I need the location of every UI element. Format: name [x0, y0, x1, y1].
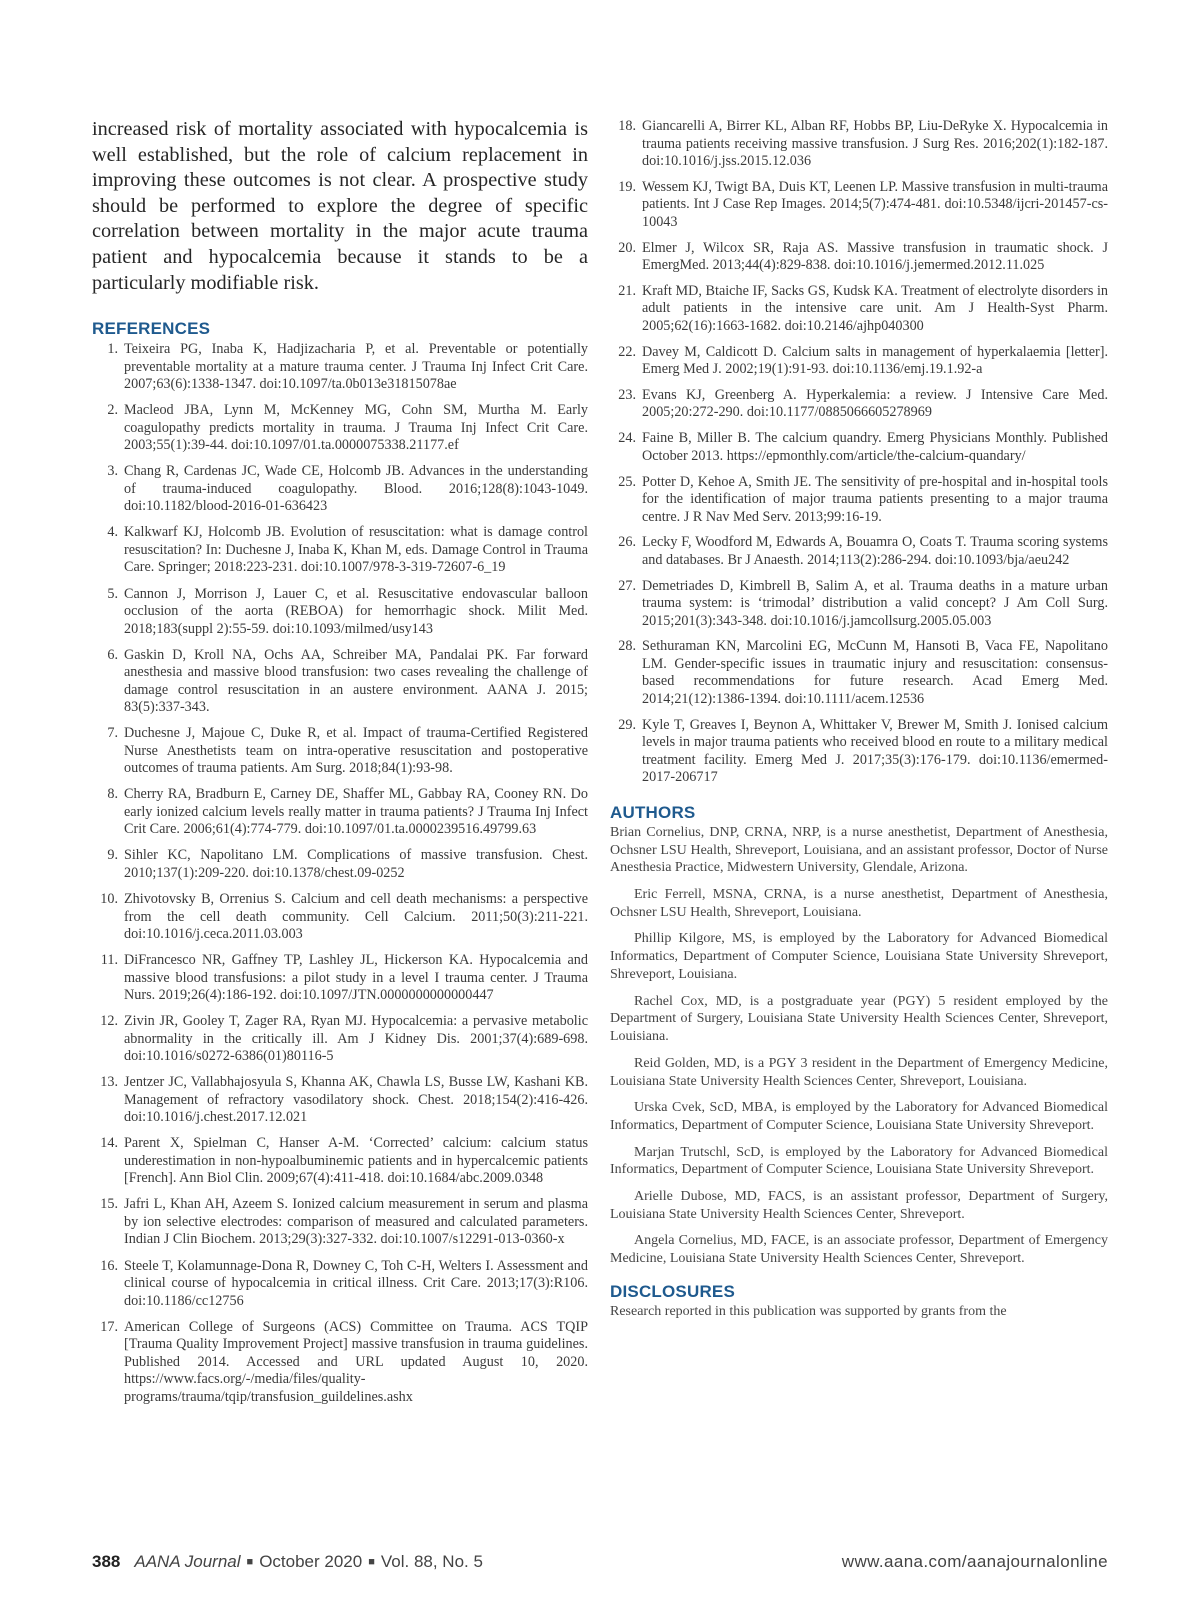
reference-number: 26.: [618, 534, 636, 551]
reference-number: 3.: [107, 463, 118, 480]
reference-item: [92, 1319, 588, 1407]
reference-text: Faine B, Miller B. The calcium quandry. Emerg Physicians Monthly. Published October 2013. https://epmonthly.com/article/the-calcium-quandary/: [642, 430, 1108, 464]
reference-text: Kyle T, Greaves I, Beynon A, Whittaker V, Brewer M, Smith J. Ionised calcium levels in major trauma patients who received blood en route to a military medical treatment facility. Emerg Med J. 2017;35(3):176-179. doi:10.1136/emermed-2017-206717: [642, 716, 1108, 786]
reference-number: 1.: [107, 341, 118, 358]
reference-text: Potter D, Kehoe A, Smith JE. The sensitivity of pre-hospital and in-hospital tools for the identification of major trauma patients presenting to a major trauma centre. J R Nav Med Serv. 2013;99:16-19.: [642, 473, 1108, 525]
volume-issue: Vol. 88, No. 5: [380, 1552, 483, 1571]
reference-number: 20.: [618, 239, 636, 256]
reference-item: [92, 891, 588, 944]
references-list-right: [610, 118, 1108, 787]
reference-text: Cannon J, Morrison J, Lauer C, et al. Resuscitative endovascular balloon occlusion of the aorta (REBOA) for hemorrhagic shock. Milit Med. 2018;183(suppl 2):55-59. doi:10.1093/milmed/usy143: [124, 585, 588, 637]
reference-text: Evans KJ, Greenberg A. Hyperkalemia: a review. J Intensive Care Med. 2005;20:272-290. doi:10.1177/0885066605278969: [642, 386, 1108, 421]
reference-number: 14.: [100, 1135, 118, 1152]
reference-number: 10.: [100, 891, 118, 907]
reference-item: [92, 847, 588, 882]
reference-number: 7.: [107, 725, 118, 742]
reference-text: Steele T, Kolamunnage-Dona R, Downey C, Toh C-H, Welters I. Assessment and clinical course of hypocalcemia in critical illness. Crit Care. 2013;17(3):R106. doi:10.1186/cc12756: [124, 1257, 588, 1309]
reference-number: 24.: [618, 430, 636, 447]
journal-url[interactable]: www.aana.com/aanajournalonline: [841, 1552, 1108, 1571]
right-column: [610, 118, 1108, 1321]
reference-item: [610, 474, 1108, 527]
reference-item: [610, 430, 1108, 465]
reference-number: 21.: [618, 282, 636, 299]
reference-item: [610, 638, 1108, 708]
references-list-left: [92, 341, 588, 1406]
references-heading: REFERENCES: [92, 319, 211, 339]
disclosures-text: Research reported in this publication was supported by grants from the: [610, 1303, 1007, 1319]
page-footer: [92, 1552, 1108, 1576]
left-column: [92, 117, 588, 1415]
reference-text: Gaskin D, Kroll NA, Ochs AA, Schreiber MA, Pandalai PK. Far forward anesthesia and massive blood transfusion: two cases revealing the challenge of damage control resuscitation in an austere environment. AANA J. 2015; 83(5):337-343.: [124, 646, 588, 716]
reference-number: 28.: [618, 638, 636, 655]
author-bio: Angela Cornelius, MD, FACE, is an associate professor, Department of Emergency Medicine, Louisiana State University Health Sciences Center, Shreveport.: [610, 1233, 1108, 1267]
reference-item: [92, 1013, 588, 1066]
author-bio: Marjan Trutschl, ScD, is employed by the Laboratory for Advanced Biomedical Informatics, Department of Computer Science, Louisiana State University Shreveport.: [610, 1144, 1108, 1178]
reference-text: Duchesne J, Majoue C, Duke R, et al. Impact of trauma-Certified Registered Nurse Anesthetists team on intra-operative resuscitation and postoperative outcomes of trauma patients. Am Surg. 2018;84(1):93-98.: [124, 725, 588, 777]
reference-item: [92, 647, 588, 717]
reference-text: Macleod JBA, Lynn M, McKenney MG, Cohn SM, Murtha M. Early coagulopathy predicts mortality in trauma. J Trauma Inj Infect Crit Care. 2003;55(1):39-44. doi:10.1097/01.ta.0000075338.21177.ef: [124, 402, 588, 454]
reference-number: 13.: [100, 1074, 118, 1091]
author-bio: Eric Ferrell, MSNA, CRNA, is a nurse anesthetist, Department of Anesthesia, Ochsner LSU Health, Shreveport, Louisiana.: [610, 886, 1108, 920]
reference-item: [610, 179, 1108, 232]
reference-number: 4.: [107, 524, 118, 541]
reference-text: Wessem KJ, Twigt BA, Duis KT, Leenen LP. Massive transfusion in multi-trauma patients. Int J Case Rep Images. 2014;5(7):474-481. doi:10.5348/ijcri-201457-cs-10043: [642, 178, 1108, 230]
reference-text: Zivin JR, Gooley T, Zager RA, Ryan MJ. Hypocalcemia: a pervasive metabolic abnormality in the critically ill. Am J Kidney Dis. 2001;37(4):689-698. doi:10.1016/s0272-6386(01)80116-5: [124, 1013, 588, 1065]
reference-number: 27.: [618, 577, 636, 594]
reference-text: Jentzer JC, Vallabhajosyula S, Khanna AK, Chawla LS, Busse LW, Kashani KB. Management of refractory vasodilatory shock. Chest. 2018;154(2):416-426. doi:10.1016/j.chest.2017.12.021: [124, 1074, 588, 1126]
reference-item: [92, 952, 588, 1005]
reference-number: 12.: [100, 1013, 118, 1030]
reference-number: 5.: [107, 585, 118, 602]
reference-number: 29.: [618, 716, 636, 733]
reference-number: 16.: [100, 1257, 118, 1274]
reference-number: 11.: [100, 952, 118, 969]
reference-text: Elmer J, Wilcox SR, Raja AS. Massive transfusion in traumatic shock. J EmergMed. 2013;44(4):829-838. doi:10.1016/j.jemermed.2012.11.025: [642, 239, 1108, 274]
reference-item: [92, 524, 588, 577]
reference-text: American College of Surgeons (ACS) Committee on Trauma. ACS TQIP [Trauma Quality Improvement Project] massive transfusion in trauma guidelines. Published 2014. Accessed and URL updated August 10, 2020. https://www.facs.org/-/media/files/quality-programs/trauma/tqip/transfusion_guildelines.ashx: [124, 1318, 588, 1405]
authors-list: [610, 824, 1108, 1268]
reference-number: 17.: [100, 1318, 118, 1335]
disclosures-heading: DISCLOSURES: [610, 1281, 735, 1301]
reference-number: 8.: [107, 786, 118, 803]
page-number: 388: [92, 1552, 121, 1571]
reference-item: [92, 341, 588, 394]
reference-item: [92, 586, 588, 639]
reference-number: 18.: [618, 118, 636, 134]
reference-text: Sihler KC, Napolitano LM. Complications of massive transfusion. Chest. 2010;137(1):209-220. doi:10.1378/chest.09-0252: [124, 847, 588, 881]
reference-text: Giancarelli A, Birrer KL, Alban RF, Hobbs BP, Liu-DeRyke X. Hypocalcemia in trauma patients receiving massive transfusion. J Surg Res. 2016;202(1):182-187. doi:10.1016/j.jss.2015.12.036: [642, 118, 1108, 169]
reference-text: Chang R, Cardenas JC, Wade CE, Holcomb JB. Advances in the understanding of trauma-induced coagulopathy. Blood. 2016;128(8):1043-1049. doi:10.1182/blood-2016-01-636423: [124, 463, 588, 515]
reference-item: [92, 1258, 588, 1311]
reference-item: [610, 534, 1108, 569]
journal-name: AANA Journal: [134, 1552, 241, 1571]
reference-text: Kalkwarf KJ, Holcomb JB. Evolution of resuscitation: what is damage control resuscitation? In: Duchesne J, Inaba K, Khan M, eds. Damage Control in Trauma Care. Springer; 2018:223-231. doi:10.1007/978-3-319-72607-6_19: [124, 524, 588, 576]
reference-number: 23.: [618, 386, 636, 403]
reference-item: [92, 1196, 588, 1249]
reference-number: 22.: [618, 343, 636, 360]
reference-text: Zhivotovsky B, Orrenius S. Calcium and cell death mechanisms: a perspective from the cell death community. Cell Calcium. 2011;50(3):211-221. doi:10.1016/j.ceca.2011.03.003: [124, 891, 588, 942]
author-bio: Reid Golden, MD, is a PGY 3 resident in the Department of Emergency Medicine, Louisiana State University Health Sciences Center, Shreveport, Louisiana.: [610, 1055, 1108, 1089]
intro-paragraph: increased risk of mortality associated with hypocalcemia is well established, but the role of calcium replacement in improving these outcomes is not clear. A prospective study should be performed to explore the degree of specific correlation between mortality in the major acute trauma patient and hypocalcemia because it stands to be a particularly modifiable risk.: [92, 118, 588, 294]
footer-citation: [92, 1552, 483, 1572]
reference-number: 9.: [107, 847, 118, 864]
issue-date: October 2020: [259, 1552, 363, 1571]
reference-number: 2.: [107, 402, 118, 419]
reference-item: [610, 240, 1108, 275]
author-bio: Brian Cornelius, DNP, CRNA, NRP, is a nurse anesthetist, Department of Anesthesia, Ochsner LSU Health, Shreveport, Louisiana, and an assistant professor, Doctor of Nurse Anesthesia Practice, Midwestern University, Glendale, Arizona.: [610, 824, 1108, 876]
reference-number: 6.: [107, 646, 118, 663]
reference-item: [610, 387, 1108, 422]
reference-text: Sethuraman KN, Marcolini EG, McCunn M, Hansoti B, Vaca FE, Napolitano LM. Gender-specific issues in traumatic injury and resuscitation: consensus-based recommendations for future research. Acad Emerg Med. 2014;21(12):1386-1394. doi:10.1111/acem.12536: [642, 638, 1108, 707]
reference-item: [92, 786, 588, 839]
reference-item: [610, 717, 1108, 787]
reference-item: [92, 1135, 588, 1188]
reference-item: [92, 1074, 588, 1127]
author-bio: Arielle Dubose, MD, FACS, is an assistant professor, Department of Surgery, Louisiana State University Health Sciences Center, Shreveport.: [610, 1188, 1108, 1222]
reference-text: Lecky F, Woodford M, Edwards A, Bouamra O, Coats T. Trauma scoring systems and databases. Br J Anaesth. 2014;113(2):286-294. doi:10.1093/bja/aeu242: [642, 534, 1108, 568]
reference-text: Kraft MD, Btaiche IF, Sacks GS, Kudsk KA. Treatment of electrolyte disorders in adult patients in the intensive care unit. Am J Health-Syst Pharm. 2005;62(16):1663-1682. doi:10.2146/ajhp040300: [642, 282, 1108, 334]
reference-text: Davey M, Caldicott D. Calcium salts in management of hyperkalaemia [letter]. Emerg Med J. 2002;19(1):91-93. doi:10.1136/emj.19.1.92-a: [642, 343, 1108, 378]
reference-number: 25.: [618, 473, 636, 490]
reference-number: 15.: [100, 1196, 118, 1213]
reference-number: 19.: [618, 178, 636, 195]
author-bio: Phillip Kilgore, MS, is employed by the Laboratory for Advanced Biomedical Informatics, Department of Computer Science, Louisiana State University Shreveport, Shreveport, Louisiana.: [610, 931, 1108, 982]
author-bio: Urska Cvek, ScD, MBA, is employed by the Laboratory for Advanced Biomedical Informatics, Department of Computer Science, Louisiana State University Shreveport.: [610, 1100, 1108, 1133]
reference-item: [92, 402, 588, 455]
author-bio: Rachel Cox, MD, is a postgraduate year (PGY) 5 resident employed by the Department of Surgery, Louisiana State University Health Sciences Center, Shreveport, Louisiana.: [610, 993, 1108, 1045]
reference-item: [92, 463, 588, 516]
reference-text: Demetriades D, Kimbrell B, Salim A, et al. Trauma deaths in a mature urban trauma system: is ‘trimodal’ distribution a valid concept? J Am Coll Surg. 2015;201(3):343-348. doi:10.1016/j.jamcollsurg.2005.05.003: [642, 577, 1108, 629]
footer-separator: ■: [246, 1556, 254, 1568]
reference-text: Parent X, Spielman C, Hanser A-M. ‘Corrected’ calcium: calcium status underestimation in non-hypoalbuminemic patients and in hypercalcemic patients [French]. Ann Biol Clin. 2009;67(4):411-418. doi:10.1684/abc.2009.0348: [124, 1135, 588, 1187]
footer-separator: ■: [368, 1556, 375, 1568]
reference-item: [92, 725, 588, 778]
reference-text: Jafri L, Khan AH, Azeem S. Ionized calcium measurement in serum and plasma by ion selective electrodes: comparison of measured and calculated parameters. Indian J Clin Biochem. 2013;29(3):327-332. doi:10.1007/s12291-013-0360-x: [124, 1196, 588, 1248]
authors-heading: AUTHORS: [610, 802, 696, 822]
reference-text: Cherry RA, Bradburn E, Carney DE, Shaffer ML, Gabbay RA, Cooney RN. Do early ionized calcium levels really matter in trauma patients? J Trauma Inj Infect Crit Care. 2006;61(4):774-779. doi:10.1097/01.ta.0000239516.49799.63: [124, 786, 588, 838]
reference-item: [610, 283, 1108, 336]
reference-item: [610, 344, 1108, 379]
reference-item: [610, 578, 1108, 631]
reference-text: Teixeira PG, Inaba K, Hadjizacharia P, et al. Preventable or potentially preventable mortality at a mature trauma center. J Trauma Inj Infect Crit Care. 2007;63(6):1338-1347. doi:10.1097/ta.0b013e31815078ae: [124, 341, 588, 393]
reference-item: [610, 118, 1108, 171]
reference-text: DiFrancesco NR, Gaffney TP, Lashley JL, Hickerson KA. Hypocalcemia and massive blood transfusions: a pilot study in a level I trauma center. J Trauma Nurs. 2019;26(4):186-192. doi:10.1097/JTN.0000000000000447: [124, 952, 588, 1004]
